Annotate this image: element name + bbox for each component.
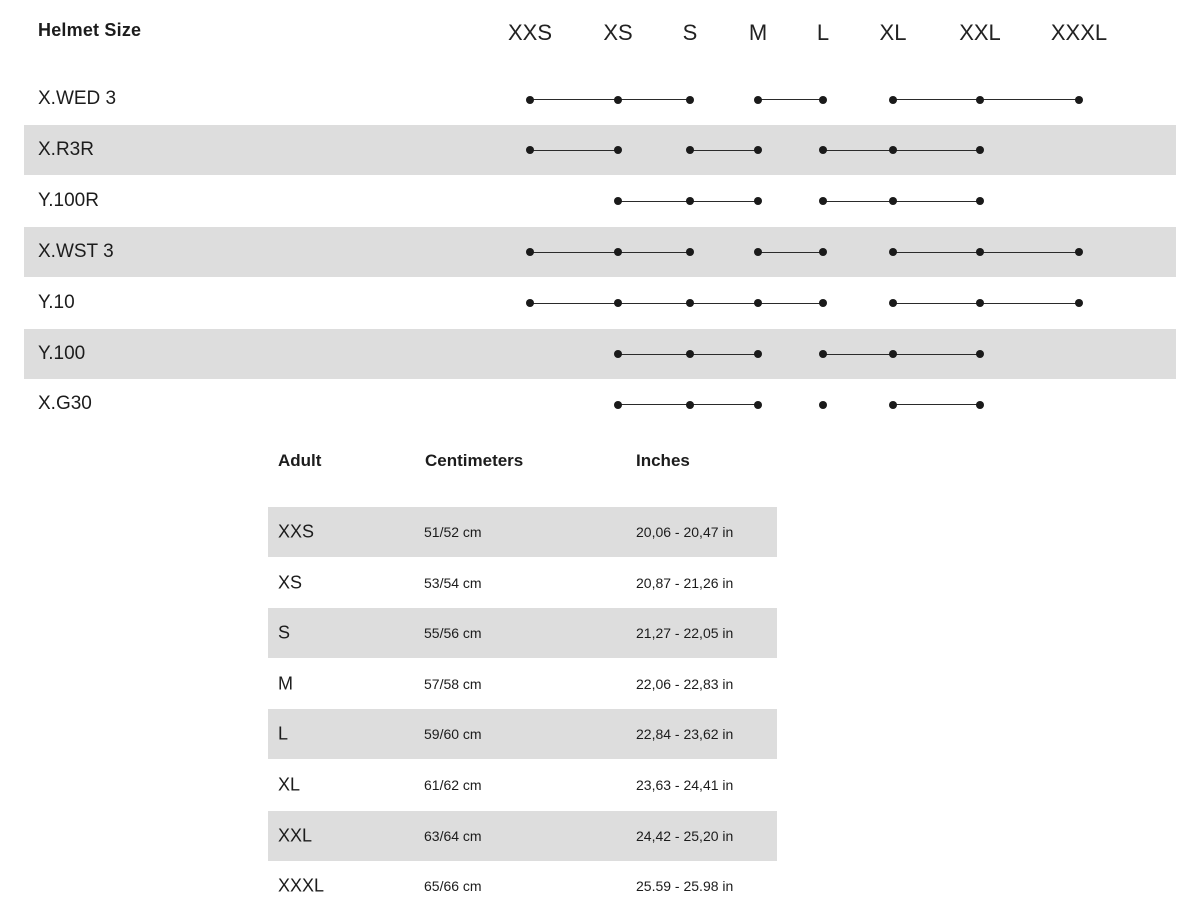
size-dot-l xyxy=(819,197,827,205)
size-cell: L xyxy=(278,723,289,744)
size-dot-xxxl xyxy=(1075,96,1083,104)
size-dot-xxl xyxy=(976,248,984,256)
size-range-line xyxy=(823,201,980,202)
size-dot-m xyxy=(754,197,762,205)
model-row xyxy=(24,176,1176,226)
size-dot-xs xyxy=(614,401,622,409)
model-row xyxy=(24,379,1176,429)
size-dot-s xyxy=(686,96,694,104)
size-dot-m xyxy=(754,248,762,256)
size-header-xs: XS xyxy=(603,20,633,45)
size-dot-xl xyxy=(889,146,897,154)
conversion-row xyxy=(268,760,777,810)
size-dot-xl xyxy=(889,197,897,205)
size-dot-xl xyxy=(889,350,897,358)
size-dot-xxxl xyxy=(1075,299,1083,307)
size-dot-xxs xyxy=(526,248,534,256)
centimeters-column-header: Centimeters xyxy=(425,451,524,470)
model-name: X.G30 xyxy=(38,393,92,415)
size-dot-l xyxy=(819,146,827,154)
size-dot-xxxl xyxy=(1075,248,1083,256)
size-dot-m xyxy=(754,401,762,409)
size-dot-xxl xyxy=(976,197,984,205)
size-dot-l xyxy=(819,401,827,409)
inches-column-header: Inches xyxy=(636,451,690,470)
size-dot-m xyxy=(754,350,762,358)
size-dot-xs xyxy=(614,350,622,358)
adult-column-header: Adult xyxy=(278,451,322,470)
conversion-row xyxy=(268,659,777,709)
size-header-xxxl: XXXL xyxy=(1050,20,1108,45)
model-row xyxy=(24,329,1176,379)
size-header-s: S xyxy=(682,20,698,45)
size-dot-m xyxy=(754,96,762,104)
model-name: X.WST 3 xyxy=(38,240,114,262)
size-dot-xxl xyxy=(976,96,984,104)
size-header-m: M xyxy=(748,20,768,45)
size-cell: S xyxy=(278,622,291,643)
size-range-line xyxy=(823,150,980,151)
size-cell: XXL xyxy=(278,825,313,846)
inches-cell: 22,84 - 23,62 in xyxy=(636,726,734,743)
size-dot-s xyxy=(686,197,694,205)
size-dot-xs xyxy=(614,96,622,104)
size-cell: M xyxy=(278,673,293,694)
size-header-xxs: XXS xyxy=(507,20,553,45)
size-range-line xyxy=(893,99,1079,100)
size-cell: XXS xyxy=(278,521,315,542)
size-cell: XL xyxy=(278,774,301,795)
size-dot-xxl xyxy=(976,299,984,307)
size-cell: XXXL xyxy=(278,875,325,896)
conversion-row xyxy=(268,811,777,861)
size-dot-s xyxy=(686,350,694,358)
size-dot-m xyxy=(754,146,762,154)
size-header-l: L xyxy=(816,20,830,45)
model-row xyxy=(24,278,1176,328)
size-dot-xs xyxy=(614,299,622,307)
inches-cell: 20,06 - 20,47 in xyxy=(636,524,734,540)
centimeters-cell: 59/60 cm xyxy=(424,726,482,743)
size-dot-l xyxy=(819,248,827,256)
model-row xyxy=(24,74,1176,124)
centimeters-cell: 53/54 cm xyxy=(424,574,482,591)
conversion-row xyxy=(268,861,777,911)
centimeters-cell: 51/52 cm xyxy=(424,524,482,540)
model-name: Y.100 xyxy=(38,342,86,364)
size-range-line xyxy=(530,303,823,304)
inches-cell: 20,87 - 21,26 in xyxy=(636,574,734,591)
size-range-line xyxy=(823,354,980,355)
size-dot-xs xyxy=(614,197,622,205)
size-range-line xyxy=(530,150,618,151)
conversion-row xyxy=(268,709,777,759)
centimeters-cell: 63/64 cm xyxy=(424,827,482,844)
conversion-row xyxy=(268,558,777,608)
size-header-xl: XL xyxy=(879,20,907,45)
inches-cell: 21,27 - 22,05 in xyxy=(636,625,734,642)
model-name: X.R3R xyxy=(38,138,94,160)
centimeters-cell: 55/56 cm xyxy=(424,625,482,642)
inches-cell: 24,42 - 25,20 in xyxy=(636,827,734,844)
size-dot-l xyxy=(819,96,827,104)
centimeters-cell: 65/66 cm xyxy=(424,878,482,895)
model-name: Y.100R xyxy=(38,189,99,211)
size-range-line xyxy=(690,150,758,151)
size-dot-s xyxy=(686,299,694,307)
size-range-line xyxy=(530,99,690,100)
conversion-row xyxy=(268,507,777,557)
centimeters-cell: 61/62 cm xyxy=(424,777,482,793)
model-name: Y.10 xyxy=(38,291,75,313)
size-dot-xxl xyxy=(976,146,984,154)
size-range-line xyxy=(758,99,823,100)
size-header-xxl: XXL xyxy=(959,20,1001,45)
model-row xyxy=(24,227,1176,277)
size-range-line xyxy=(530,252,690,253)
size-dot-s xyxy=(686,146,694,154)
inches-cell: 23,63 - 24,41 in xyxy=(636,777,734,793)
size-dot-l xyxy=(819,299,827,307)
size-dot-xl xyxy=(889,401,897,409)
centimeters-cell: 57/58 cm xyxy=(424,675,482,692)
size-dot-xl xyxy=(889,96,897,104)
model-row xyxy=(24,125,1176,175)
size-dot-s xyxy=(686,401,694,409)
size-dot-xxs xyxy=(526,299,534,307)
conversion-row xyxy=(268,608,777,658)
inches-cell: 25.59 - 25.98 in xyxy=(636,878,734,895)
size-dot-l xyxy=(819,350,827,358)
size-dot-xxl xyxy=(976,350,984,358)
size-dot-xl xyxy=(889,248,897,256)
size-range-line xyxy=(893,404,980,405)
size-dot-xs xyxy=(614,146,622,154)
size-dot-xxl xyxy=(976,401,984,409)
size-dot-xxs xyxy=(526,146,534,154)
size-dot-xxs xyxy=(526,96,534,104)
size-dot-s xyxy=(686,248,694,256)
size-dot-m xyxy=(754,299,762,307)
size-dot-xs xyxy=(614,248,622,256)
size-dot-xl xyxy=(889,299,897,307)
size-range-line xyxy=(893,252,1079,253)
helmet-size-title: Helmet Size xyxy=(38,20,142,40)
model-name: X.WED 3 xyxy=(38,88,117,109)
inches-cell: 22,06 - 22,83 in xyxy=(636,675,734,692)
size-range-line xyxy=(758,252,823,253)
size-cell: XS xyxy=(278,572,303,593)
size-range-line xyxy=(893,303,1079,304)
